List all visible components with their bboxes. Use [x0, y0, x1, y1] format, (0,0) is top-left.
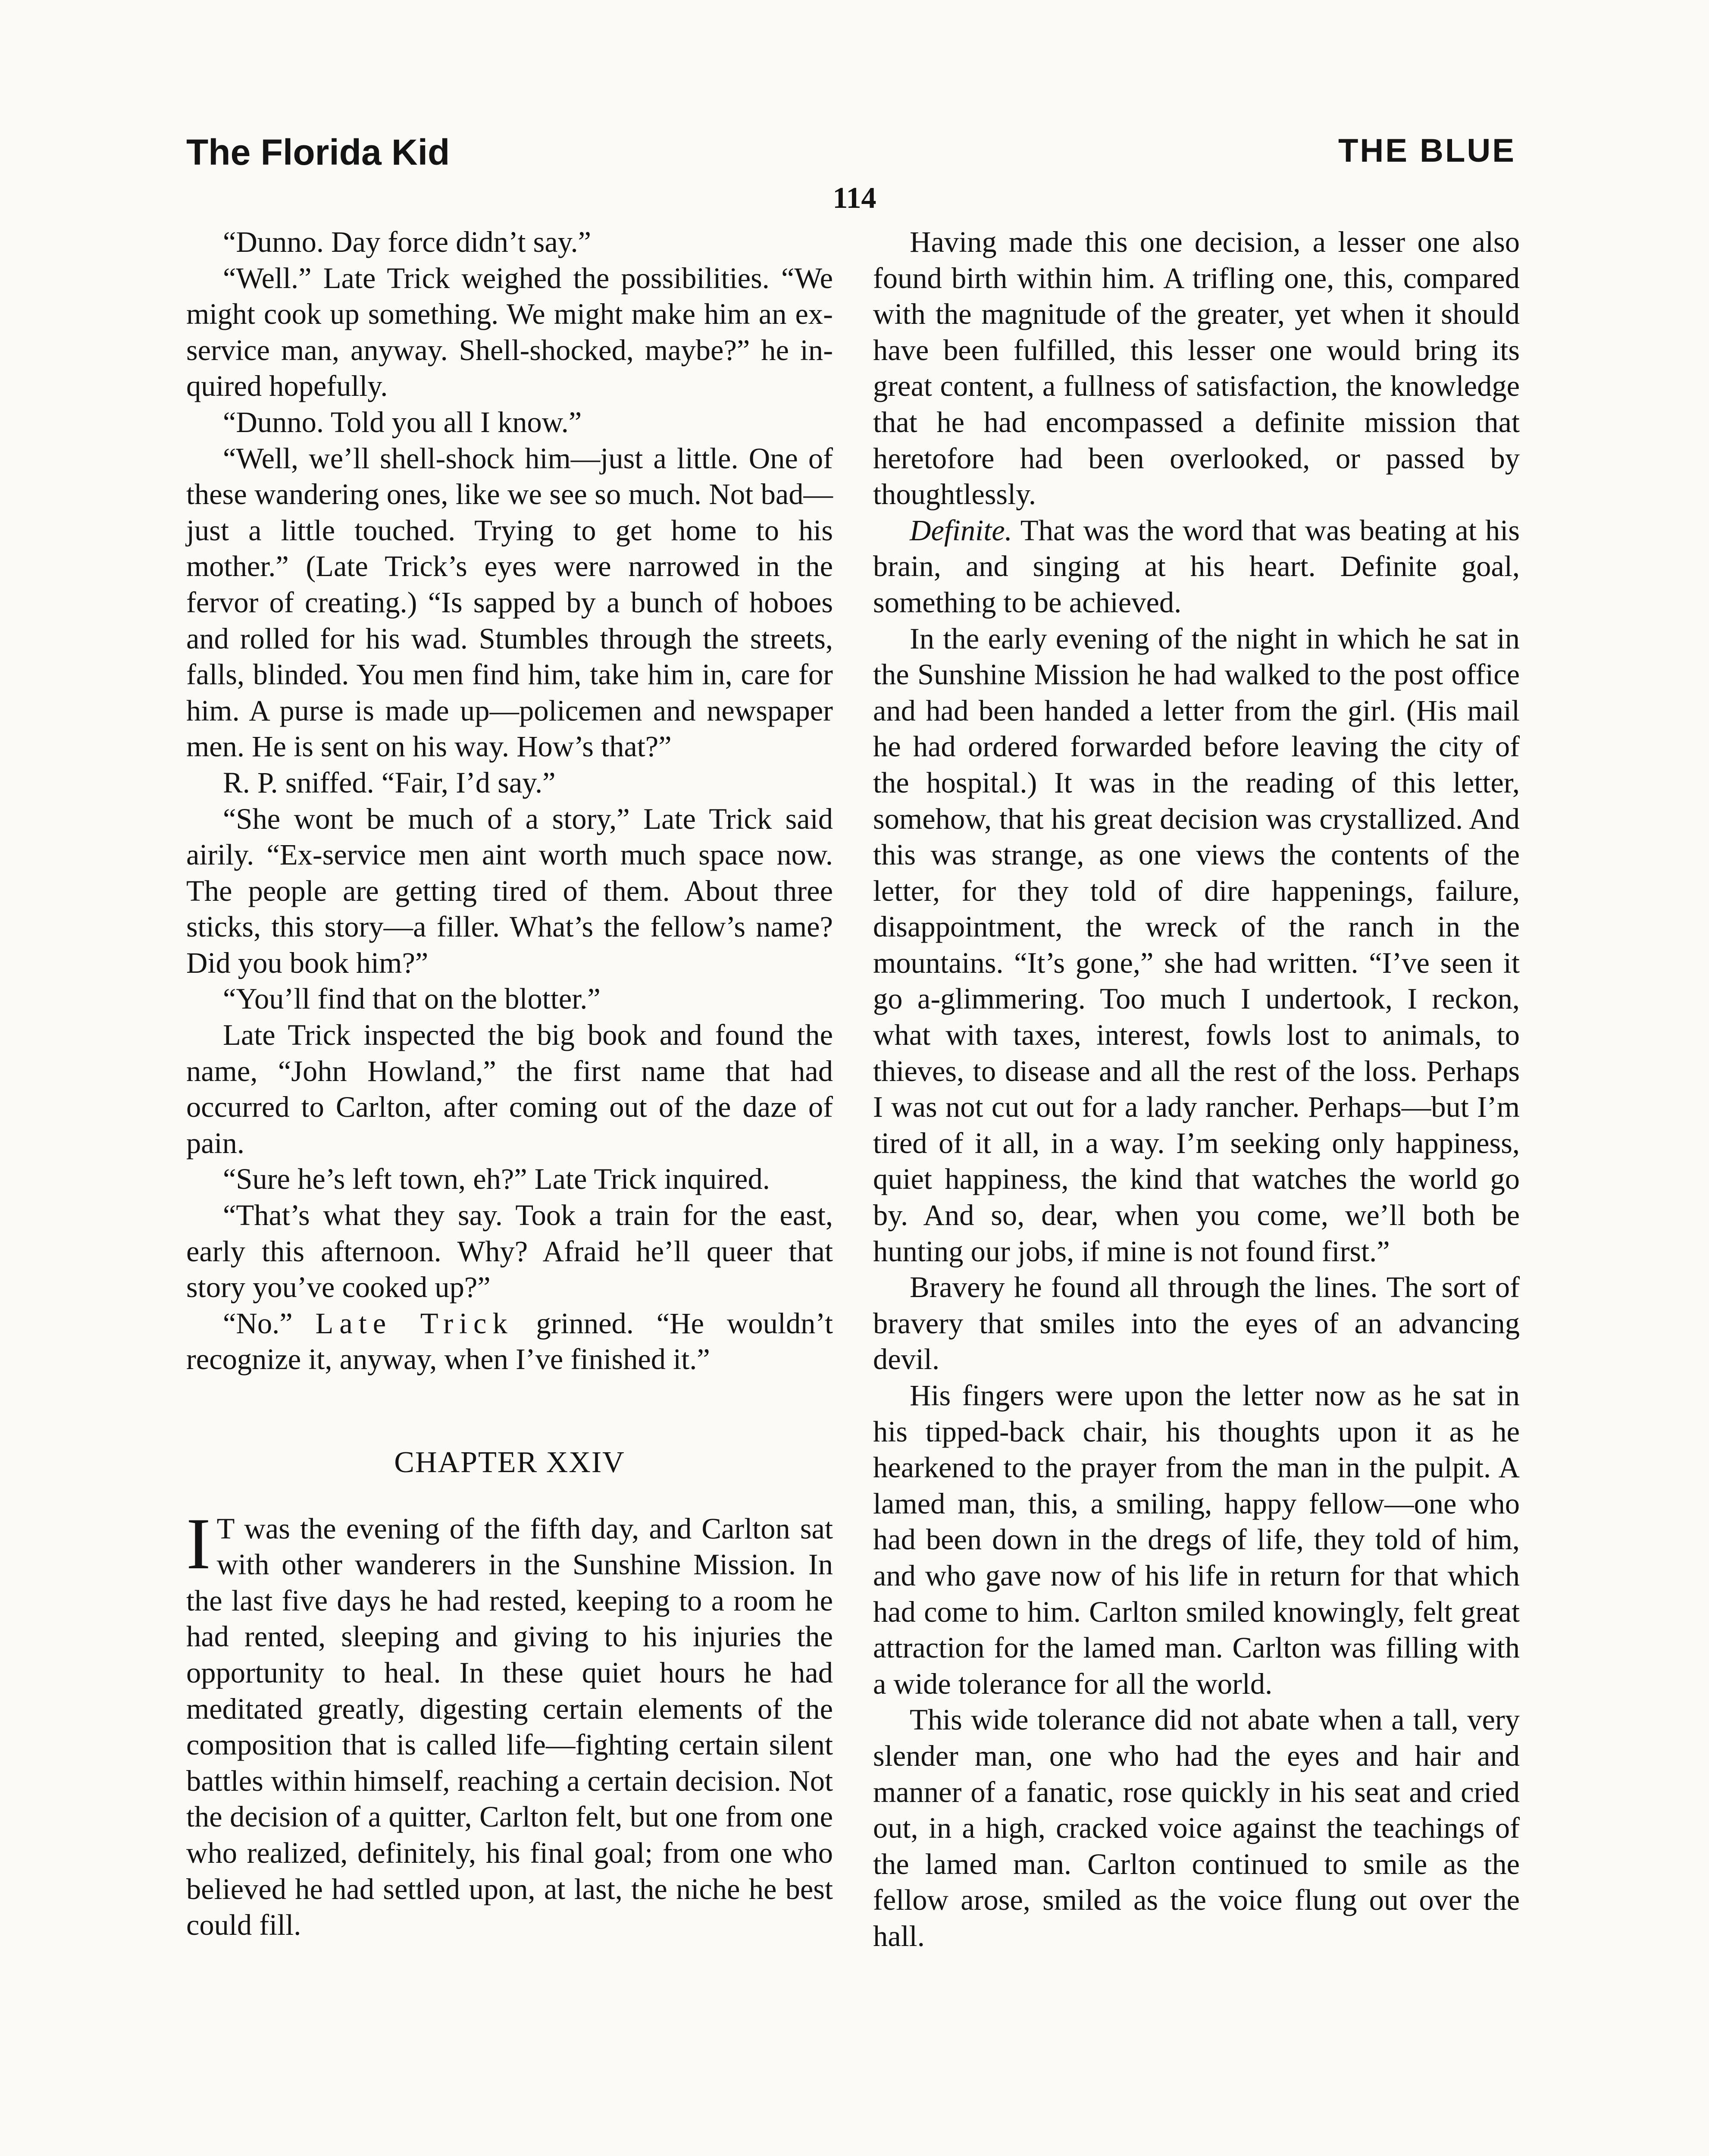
paragraph: [186, 1306, 833, 1378]
paragraph: [873, 513, 1520, 621]
chapter-opening-paragraph: [186, 1503, 833, 1943]
paragraph: Having made this one decision, a lesser one also found birth within him. A trifling one, this, compared with the magnitude of the greater, yet when it should have been fulfilled, this lesser one would bring its great content, a fullness of satisfaction, the knowledge that he had encompassed a definite mission that heretofore had been overlooked, or passed by thoughtlessly.: [873, 226, 1520, 511]
running-head-magazine: THE BLUE: [1338, 132, 1516, 169]
running-head-title: The Florida Kid: [186, 132, 450, 172]
italic-word: Definite.: [910, 514, 1012, 547]
page-number: 114: [833, 182, 876, 215]
paragraph: In the early evening of the night in which he sat in the Sunshine Mission he had walked to the post office and had been handed a letter from the girl. (His mail he had ordered forwarded before leaving the city of the hospital.) It was in the reading of this letter, somehow, that his great decision was crystallized. And this was strange, as one views the contents of the letter, for they told of dire happenings, failure, disappointment, the wreck of the ranch in the mountains. “It’s gone,” she had written. “I’ve seen it go a-glimmering. Too much I undertook, I reckon, what with taxes, interest, fowls lost to animals, to thieves, to disease and all the rest of the loss. Perhaps I was not cut out for a lady rancher. Perhaps—but I’m tired of it all, in a way. I’m seeking only happiness, quiet happiness, the kind that watches the world go by. And so, dear, when you come, we’ll both be hunting our jobs, if mine is not found first.”: [873, 622, 1520, 1268]
paragraph: “That’s what they say. Took a train for the east, early this afternoon. Why? Afraid he’ll queer that story you’ve cooked up?”: [186, 1199, 833, 1304]
left-column: [186, 224, 833, 1943]
drop-cap: I: [186, 1503, 211, 1584]
paragraph: “Dunno. Day force didn’t say.”: [223, 226, 592, 258]
paragraph: “Sure he’s left town, eh?” Late Trick inquired.: [223, 1163, 770, 1196]
paragraph: “She wont be much of a story,” Late Trick said airily. “Ex-service men aint worth much space now. The people are getting tired of them. About three sticks, this story—a filler. What’s the fellow’s name? Did you book him?”: [186, 802, 833, 979]
paragraph: Late Trick inspected the big book and found the name, “John Howland,” the first name that had occurred to Carlton, after coming out of the daze of pain.: [186, 1018, 833, 1159]
paragraph: “Well, we’ll shell-shock him—just a little. One of these wandering ones, like we see so much. Not bad—just a little touched. Trying to get home to his mother.” (Late Trick’s eyes were narrowed in the fervor of creating.) “Is sapped by a bunch of hoboes and rolled for his wad. Stumbles through the streets, falls, blinded. You men find him, take him in, care for him. A purse is made up—policemen and newspaper men. He is sent on his way. How’s that?”: [186, 442, 833, 763]
chapter-heading: CHAPTER XXIV: [394, 1446, 625, 1479]
paragraph-rest: grinned. “He wouldn’t recognize it, anyway, when I’ve finished it.”: [186, 1307, 833, 1376]
paragraph: His fingers were upon the letter now as he sat in his tipped-back chair, his thoughts upon it as he hearkened to the prayer from the man in the pulpit. A lamed man, this, a smiling, happy fellow—one who had been down in the dregs of life, they told of him, and who gave now of his life in return for that which had come to him. Carlton smiled knowingly, felt great attraction for the lamed man. Carlton was filling with a wide tolerance for all the world.: [873, 1379, 1520, 1700]
paragraph: “You’ll find that on the blotter.”: [223, 982, 601, 1015]
paragraph: Bravery he found all through the lines. The sort of bravery that smiles into the eyes of an advancing devil.: [873, 1271, 1520, 1376]
chapter-opening-text: T was the evening of the fifth day, and Carlton sat with other wanderers in the Sunshine Mission. In the last five days he had rested, keeping to a room he had rented, sleeping and giving to his injuries the opportunity to heal. In these quiet hours he had meditated greatly, digesting certain elements of the composition that is called life—fighting certain silent battles within himself, reaching a certain decision. Not the decision of a quitter, Carlton felt, but one from one who realized, definitely, his final goal; from one who believed he had settled upon, at last, the niche he best could fill.: [186, 1512, 833, 1942]
paragraph: R. P. sniffed. “Fair, I’d say.”: [223, 766, 556, 799]
spaced-name: Late Trick: [315, 1307, 513, 1340]
paragraph: “Well.” Late Trick weighed the possibilities. “We might cook up something. We might make him an ex-service man, anyway. Shell-shocked, maybe?” he inquired hopefully.: [186, 261, 833, 403]
paragraph-quote: “No.”: [223, 1307, 293, 1340]
paragraph-rest: That was the word that was beating at his brain, and singing at his heart. Definite goal, something to be achieved.: [873, 514, 1520, 619]
paragraph: “Dunno. Told you all I know.”: [223, 405, 582, 439]
paragraph: This wide tolerance did not abate when a tall, very slender man, one who had the eyes and hair and manner of a fanatic, rose quickly in his seat and cried out, in a high, cracked voice against the teachings of the lamed man. Carlton continued to smile as the fellow arose, smiled as the voice flung out over the hall.: [873, 1703, 1520, 1952]
right-column: [873, 224, 1520, 1955]
